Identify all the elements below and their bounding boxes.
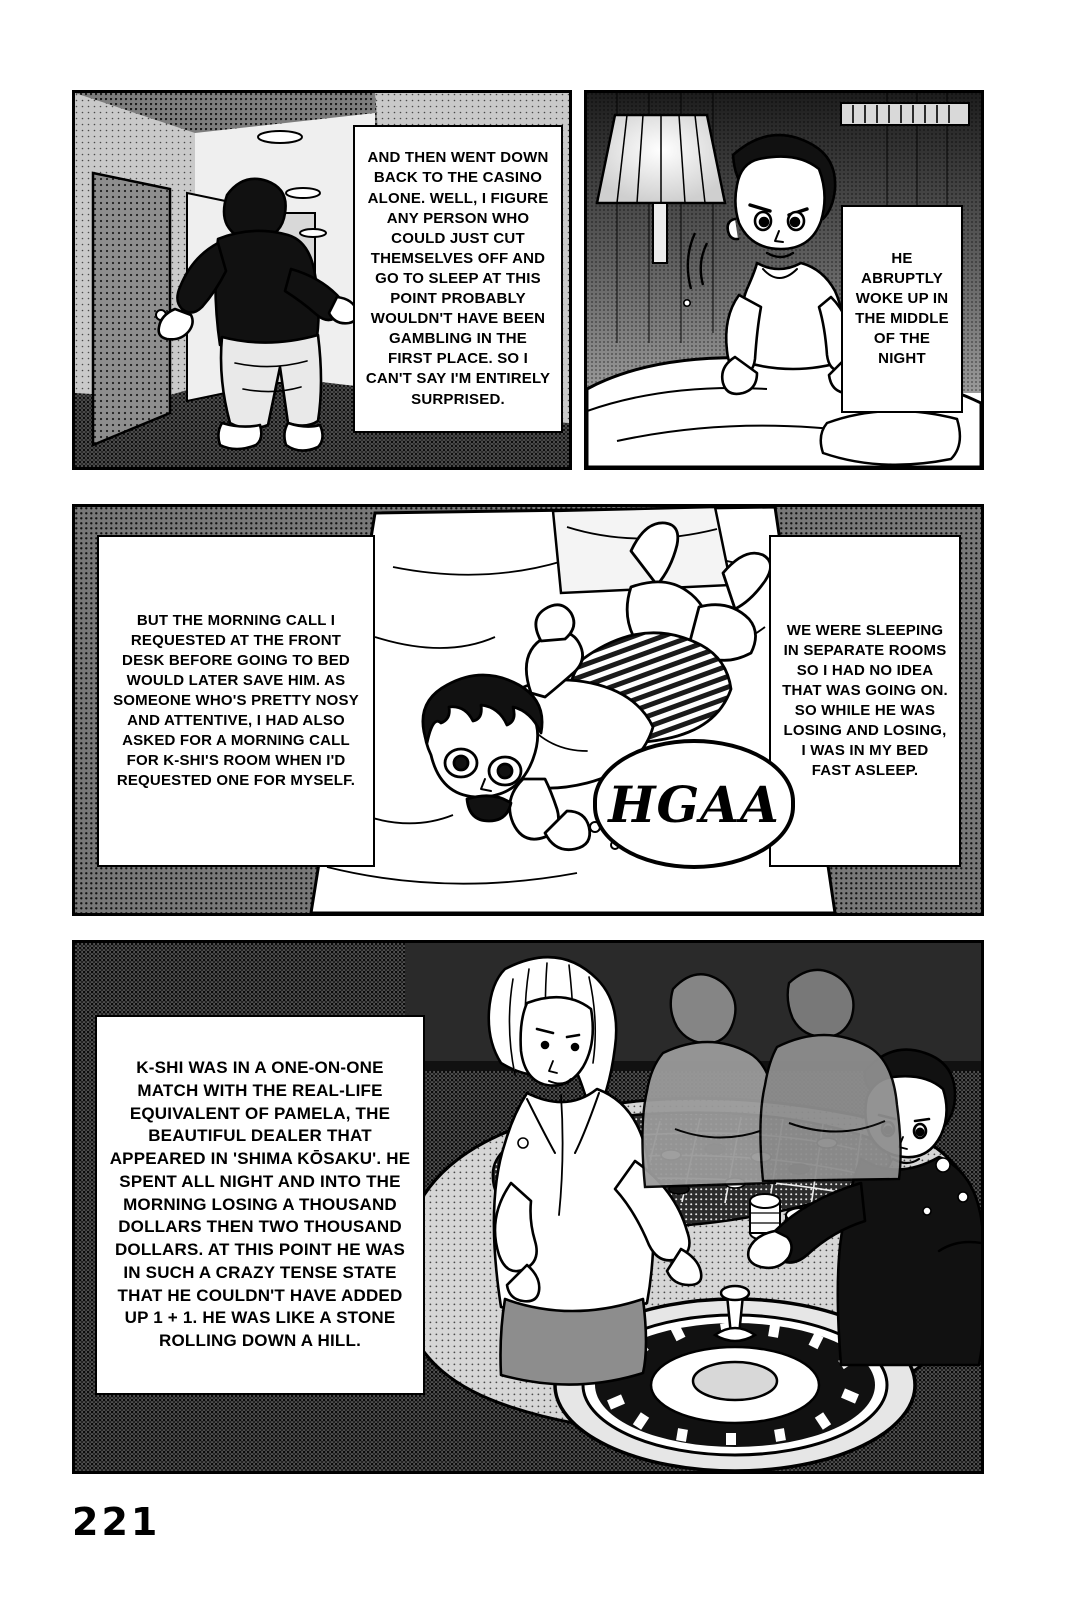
panel-1 [72,90,572,470]
panel-4 [72,940,984,1474]
panel-3 [72,504,984,916]
panel-3-caption-left: BUT THE MORNING CALL I REQUESTED AT THE FRONT DESK BEFORE GOING TO BED WOULD LATER SAVE HIM. AS SOMEONE WHO'S PRETTY NOSY AND ATTENTIVE, I HAD ALSO ASKED FOR A MORNING CALL FOR K-SHI'S ROOM WHEN I'D REQUESTED ONE FOR MYSELF. [97,535,375,867]
panel-1-caption: AND THEN WENT DOWN BACK TO THE CASINO ALONE. WELL, I FIGURE ANY PERSON WHO COULD JUST CUT THEMSELVES OFF AND GO TO SLEEP AT THIS POINT PROBABLY WOULDN'T HAVE BEEN GAMBLING IN THE FIRST PLACE. SO I CAN'T SAY I'M ENTIRELY SURPRISED. [353,125,563,433]
panel-2-caption: HE ABRUPTLY WOKE UP IN THE MIDDLE OF THE NIGHT [841,205,963,413]
panel-3-caption-right: WE WERE SLEEPING IN SEPARATE ROOMS SO I HAD NO IDEA THAT WAS GOING ON. SO WHILE HE WAS LOSING AND LOSING, I WAS IN MY BED FAST ASLEEP. [769,535,961,867]
snore-sfx-bubble [593,739,795,869]
panel-4-caption: K-SHI WAS IN A ONE-ON-ONE MATCH WITH THE REAL-LIFE EQUIVALENT OF PAMELA, THE BEAUTIFUL DEALER THAT APPEARED IN 'SHIMA KŌSAKU'. HE SPENT ALL NIGHT AND INTO THE MORNING LOSING A THOUSAND DOLLARS THEN TWO THOUSAND DOLLARS. AT THIS POINT HE WAS IN SUCH A CRAZY TENSE STATE THAT HE COULDN'T HAVE ADDED UP 1 + 1. HE WAS LIKE A STONE ROLLING DOWN A HILL. [95,1015,425,1395]
snore-sfx-text: HGAA [608,774,780,834]
panel-2 [584,90,984,470]
page-number: 221 [72,1500,161,1544]
